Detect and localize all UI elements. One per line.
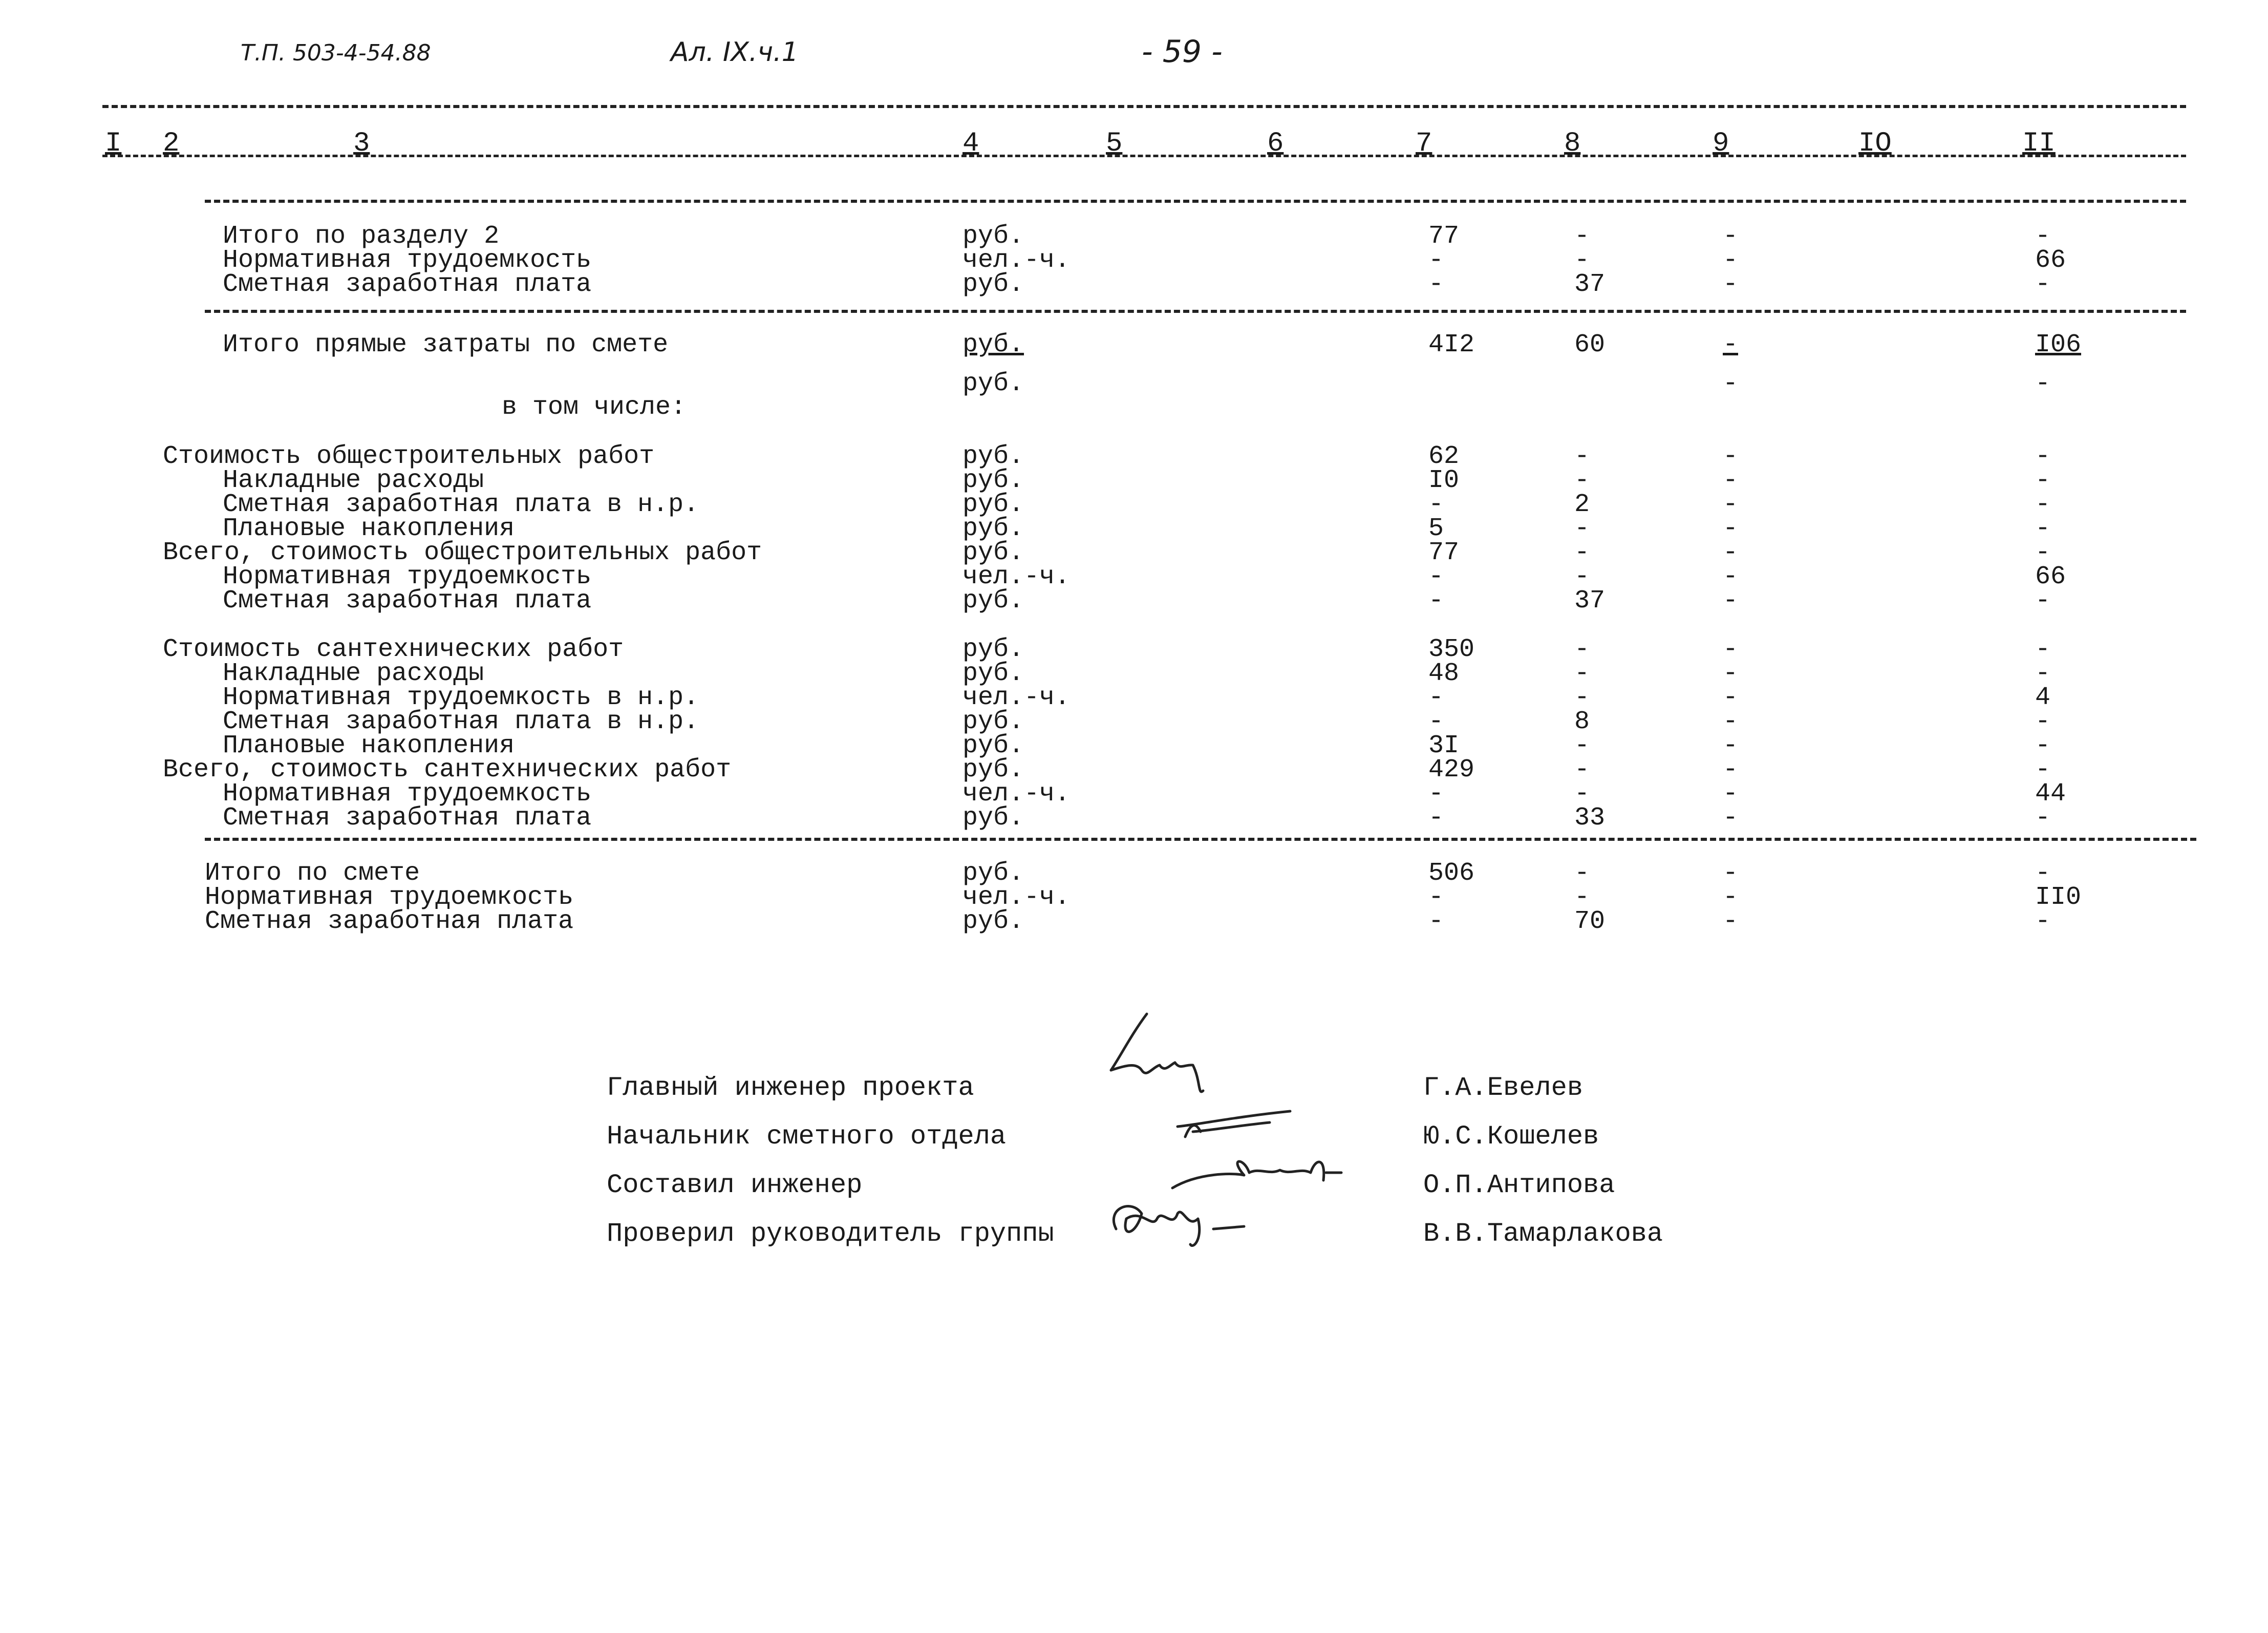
cell-col11: 44 xyxy=(2035,779,2066,809)
cell-col9: - xyxy=(1723,755,1739,784)
cell-col8: - xyxy=(1574,659,1590,688)
cell-col8: 60 xyxy=(1574,330,1606,359)
cell-col11: - xyxy=(2035,222,2051,251)
table-row xyxy=(0,859,2268,888)
cell-col8: 37 xyxy=(1574,270,1606,299)
cell-col7: - xyxy=(1428,883,1444,912)
cell-col11: - xyxy=(2035,707,2051,736)
cell-col7: - xyxy=(1428,246,1444,275)
cell-col11: I06 xyxy=(2035,330,2082,359)
column-number: II xyxy=(2022,128,2056,159)
cell-col7: - xyxy=(1428,707,1444,736)
column-number-rule xyxy=(102,155,2186,157)
section-rule xyxy=(205,310,2186,313)
row-label: Накладные расходы xyxy=(223,466,484,495)
row-label: Сметная заработная плата в н.р. xyxy=(223,490,699,519)
row-unit: руб. xyxy=(962,635,1024,664)
section-rule xyxy=(205,200,2186,203)
row-unit: чел.-ч. xyxy=(962,683,1071,712)
cell-col7: 350 xyxy=(1428,635,1475,664)
signature-role: Проверил руководитель группы xyxy=(607,1219,1054,1249)
signature-name: Г.А.Евелев xyxy=(1423,1073,1584,1103)
cell-col7: 77 xyxy=(1428,538,1460,567)
row-label: Сметная заработная плата xyxy=(205,907,574,936)
row-label: Сметная заработная плата xyxy=(223,803,592,833)
cell-col7: - xyxy=(1428,270,1444,299)
table-row xyxy=(0,369,2268,398)
row-label: Нормативная трудоемкость xyxy=(205,883,574,912)
cell-col9: - xyxy=(1723,859,1739,888)
row-unit: чел.-ч. xyxy=(962,779,1071,809)
row-label: Нормативная трудоемкость xyxy=(223,246,592,275)
column-number: 3 xyxy=(353,128,370,159)
signature-role: Главный инженер проекта xyxy=(607,1073,974,1103)
page-number: - 59 - xyxy=(1142,34,1223,70)
table-row xyxy=(0,270,2268,299)
column-number: IO xyxy=(1858,128,1892,159)
table-row xyxy=(0,466,2268,495)
cell-col9: - xyxy=(1723,538,1739,567)
row-unit: руб. xyxy=(962,907,1024,936)
row-unit: чел.-ч. xyxy=(962,883,1071,912)
row-unit: чел.-ч. xyxy=(962,246,1071,275)
cell-col9: - xyxy=(1723,270,1739,299)
table-row xyxy=(0,731,2268,760)
cell-col8: 37 xyxy=(1574,586,1606,616)
cell-col7: - xyxy=(1428,586,1444,616)
section-rule xyxy=(205,838,2196,841)
cell-col11: - xyxy=(2035,466,2051,495)
signature-name: В.В.Тамарлакова xyxy=(1423,1219,1663,1249)
cell-col11: - xyxy=(2035,659,2051,688)
cell-col11: 66 xyxy=(2035,246,2066,275)
row-label: Накладные расходы xyxy=(223,659,484,688)
table-row xyxy=(0,222,2268,251)
signature-name: О.П.Антипова xyxy=(1423,1170,1615,1200)
cell-col9: - xyxy=(1723,683,1739,712)
table-row xyxy=(0,909,2268,934)
row-label: Итого по разделу 2 xyxy=(223,222,500,251)
cell-col8: 2 xyxy=(1574,490,1590,519)
row-label: Плановые накопления xyxy=(223,731,515,760)
cell-col11: - xyxy=(2035,755,2051,784)
column-number: 6 xyxy=(1267,128,1284,159)
cell-col9: - xyxy=(1723,779,1739,809)
row-label: Нормативная трудоемкость xyxy=(223,779,592,809)
cell-col9: - xyxy=(1723,731,1739,760)
cell-col9: - xyxy=(1723,586,1739,616)
cell-col11: - xyxy=(2035,803,2051,833)
row-unit: руб. xyxy=(962,859,1024,888)
cell-col9: - xyxy=(1723,659,1739,688)
cell-col7: - xyxy=(1428,683,1444,712)
row-label: Сметная заработная плата xyxy=(223,270,592,299)
cell-col11: - xyxy=(2035,635,2051,664)
cell-col9: - xyxy=(1723,514,1739,543)
cell-col11: 66 xyxy=(2035,562,2066,591)
cell-col7: 62 xyxy=(1428,442,1460,471)
cell-col7: - xyxy=(1428,779,1444,809)
cell-col9: - xyxy=(1723,369,1739,398)
row-label: Нормативная трудоемкость xyxy=(223,562,592,591)
table-row xyxy=(0,246,2268,275)
cell-col9: - xyxy=(1723,562,1739,591)
row-label: Нормативная трудоемкость в н.р. xyxy=(223,683,699,712)
row-label: Всего, стоимость сантехнических работ xyxy=(163,755,732,784)
cell-col11: 4 xyxy=(2035,683,2051,712)
cell-col8: 70 xyxy=(1574,907,1606,936)
table-row xyxy=(0,683,2268,712)
table-row xyxy=(0,707,2268,736)
row-label: Сметная заработная плата в н.р. xyxy=(223,707,699,736)
cell-col8: - xyxy=(1574,538,1590,567)
cell-col8: - xyxy=(1574,442,1590,471)
table-row xyxy=(0,538,2268,567)
cell-col8: - xyxy=(1574,779,1590,809)
table-row xyxy=(0,514,2268,543)
row-label: Стоимость общестроительных работ xyxy=(163,442,655,471)
cell-col7: 4I2 xyxy=(1428,330,1475,359)
cell-col9: - xyxy=(1723,222,1739,251)
cell-col11: - xyxy=(2035,270,2051,299)
cell-col11: - xyxy=(2035,369,2051,398)
row-label: Итого по смете xyxy=(205,859,420,888)
table-row xyxy=(0,586,2268,616)
row-label: Итого прямые затраты по смете xyxy=(223,330,669,359)
cell-col9: - xyxy=(1723,707,1739,736)
row-unit: руб. xyxy=(962,369,1024,398)
cell-col9: - xyxy=(1723,490,1739,519)
cell-col9: - xyxy=(1723,803,1739,833)
row-unit: руб. xyxy=(962,586,1024,616)
table-row xyxy=(0,803,2268,833)
row-label: Всего, стоимость общестроительных работ xyxy=(163,538,762,567)
column-number: 2 xyxy=(163,128,180,159)
row-unit: руб. xyxy=(962,659,1024,688)
column-number: 8 xyxy=(1564,128,1581,159)
row-unit: руб. xyxy=(962,538,1024,567)
table-row xyxy=(0,444,2268,469)
table-row xyxy=(0,883,2268,912)
header-rule xyxy=(102,105,2186,108)
signature-role: Составил инженер xyxy=(607,1170,863,1200)
cell-col7: - xyxy=(1428,562,1444,591)
row-label: Плановые накопления xyxy=(223,514,515,543)
table-row xyxy=(0,562,2268,591)
cell-col8: - xyxy=(1574,514,1590,543)
row-unit: чел.-ч. xyxy=(962,562,1071,591)
table-row xyxy=(0,393,2268,422)
cell-col8: - xyxy=(1574,635,1590,664)
cell-col7: 3I xyxy=(1428,731,1460,760)
table-row xyxy=(0,490,2268,519)
cell-col8: - xyxy=(1574,466,1590,495)
row-unit: руб. xyxy=(962,514,1024,543)
cell-col11: - xyxy=(2035,514,2051,543)
cell-col9: - xyxy=(1723,330,1739,359)
row-unit: руб. xyxy=(962,466,1024,495)
cell-col7: I0 xyxy=(1428,466,1460,495)
row-unit: руб. xyxy=(962,222,1024,251)
table-row xyxy=(0,330,2268,359)
row-unit: руб. xyxy=(962,731,1024,760)
row-label: в том числе: xyxy=(502,393,687,422)
signature-name: Ю.С.Кошелев xyxy=(1423,1121,1599,1152)
cell-col7: - xyxy=(1428,803,1444,833)
cell-col11: - xyxy=(2035,907,2051,936)
table-row xyxy=(0,779,2268,809)
row-unit: руб. xyxy=(962,707,1024,736)
cell-col11: - xyxy=(2035,538,2051,567)
cell-col11: - xyxy=(2035,442,2051,471)
cell-col8: - xyxy=(1574,731,1590,760)
cell-col11: - xyxy=(2035,859,2051,888)
cell-col7: 77 xyxy=(1428,222,1460,251)
table-row xyxy=(0,659,2268,688)
cell-col11: - xyxy=(2035,490,2051,519)
cell-col7: 5 xyxy=(1428,514,1444,543)
cell-col8: 8 xyxy=(1574,707,1590,736)
cell-col8: - xyxy=(1574,883,1590,912)
cell-col8: - xyxy=(1574,683,1590,712)
column-number: 7 xyxy=(1416,128,1432,159)
cell-col7: - xyxy=(1428,907,1444,936)
cell-col8: - xyxy=(1574,246,1590,275)
table-row xyxy=(0,755,2268,784)
cell-col9: - xyxy=(1723,883,1739,912)
cell-col11: - xyxy=(2035,586,2051,616)
handwritten-signatures xyxy=(1075,1004,1403,1280)
cell-col9: - xyxy=(1723,635,1739,664)
cell-col7: - xyxy=(1428,490,1444,519)
column-number: 5 xyxy=(1106,128,1123,159)
cell-col7: 48 xyxy=(1428,659,1460,688)
column-number: I xyxy=(105,128,122,159)
row-unit: руб. xyxy=(962,803,1024,833)
row-unit: руб. xyxy=(962,442,1024,471)
cell-col7: 429 xyxy=(1428,755,1475,784)
cell-col11: II0 xyxy=(2035,883,2082,912)
column-number: 4 xyxy=(962,128,979,159)
cell-col9: - xyxy=(1723,246,1739,275)
cell-col8: - xyxy=(1574,755,1590,784)
cell-col8: - xyxy=(1574,222,1590,251)
cell-col8: - xyxy=(1574,562,1590,591)
row-unit: руб. xyxy=(962,490,1024,519)
signature-role: Начальник сметного отдела xyxy=(607,1121,1007,1152)
cell-col11: - xyxy=(2035,731,2051,760)
table-row xyxy=(0,635,2268,664)
row-unit: руб. xyxy=(962,270,1024,299)
row-unit: руб. xyxy=(962,755,1024,784)
row-unit: руб. xyxy=(962,330,1024,359)
cell-col8: 33 xyxy=(1574,803,1606,833)
sheet-reference: Ал. IX.ч.1 xyxy=(671,37,799,68)
row-label: Сметная заработная плата xyxy=(223,586,592,616)
row-label: Стоимость сантехнических работ xyxy=(163,635,624,664)
cell-col9: - xyxy=(1723,907,1739,936)
cell-col8: - xyxy=(1574,859,1590,888)
cell-col7: 506 xyxy=(1428,859,1475,888)
column-number: 9 xyxy=(1713,128,1729,159)
cell-col9: - xyxy=(1723,466,1739,495)
document-code: Т.П. 503-4-54.88 xyxy=(241,40,431,66)
cell-col9: - xyxy=(1723,442,1739,471)
